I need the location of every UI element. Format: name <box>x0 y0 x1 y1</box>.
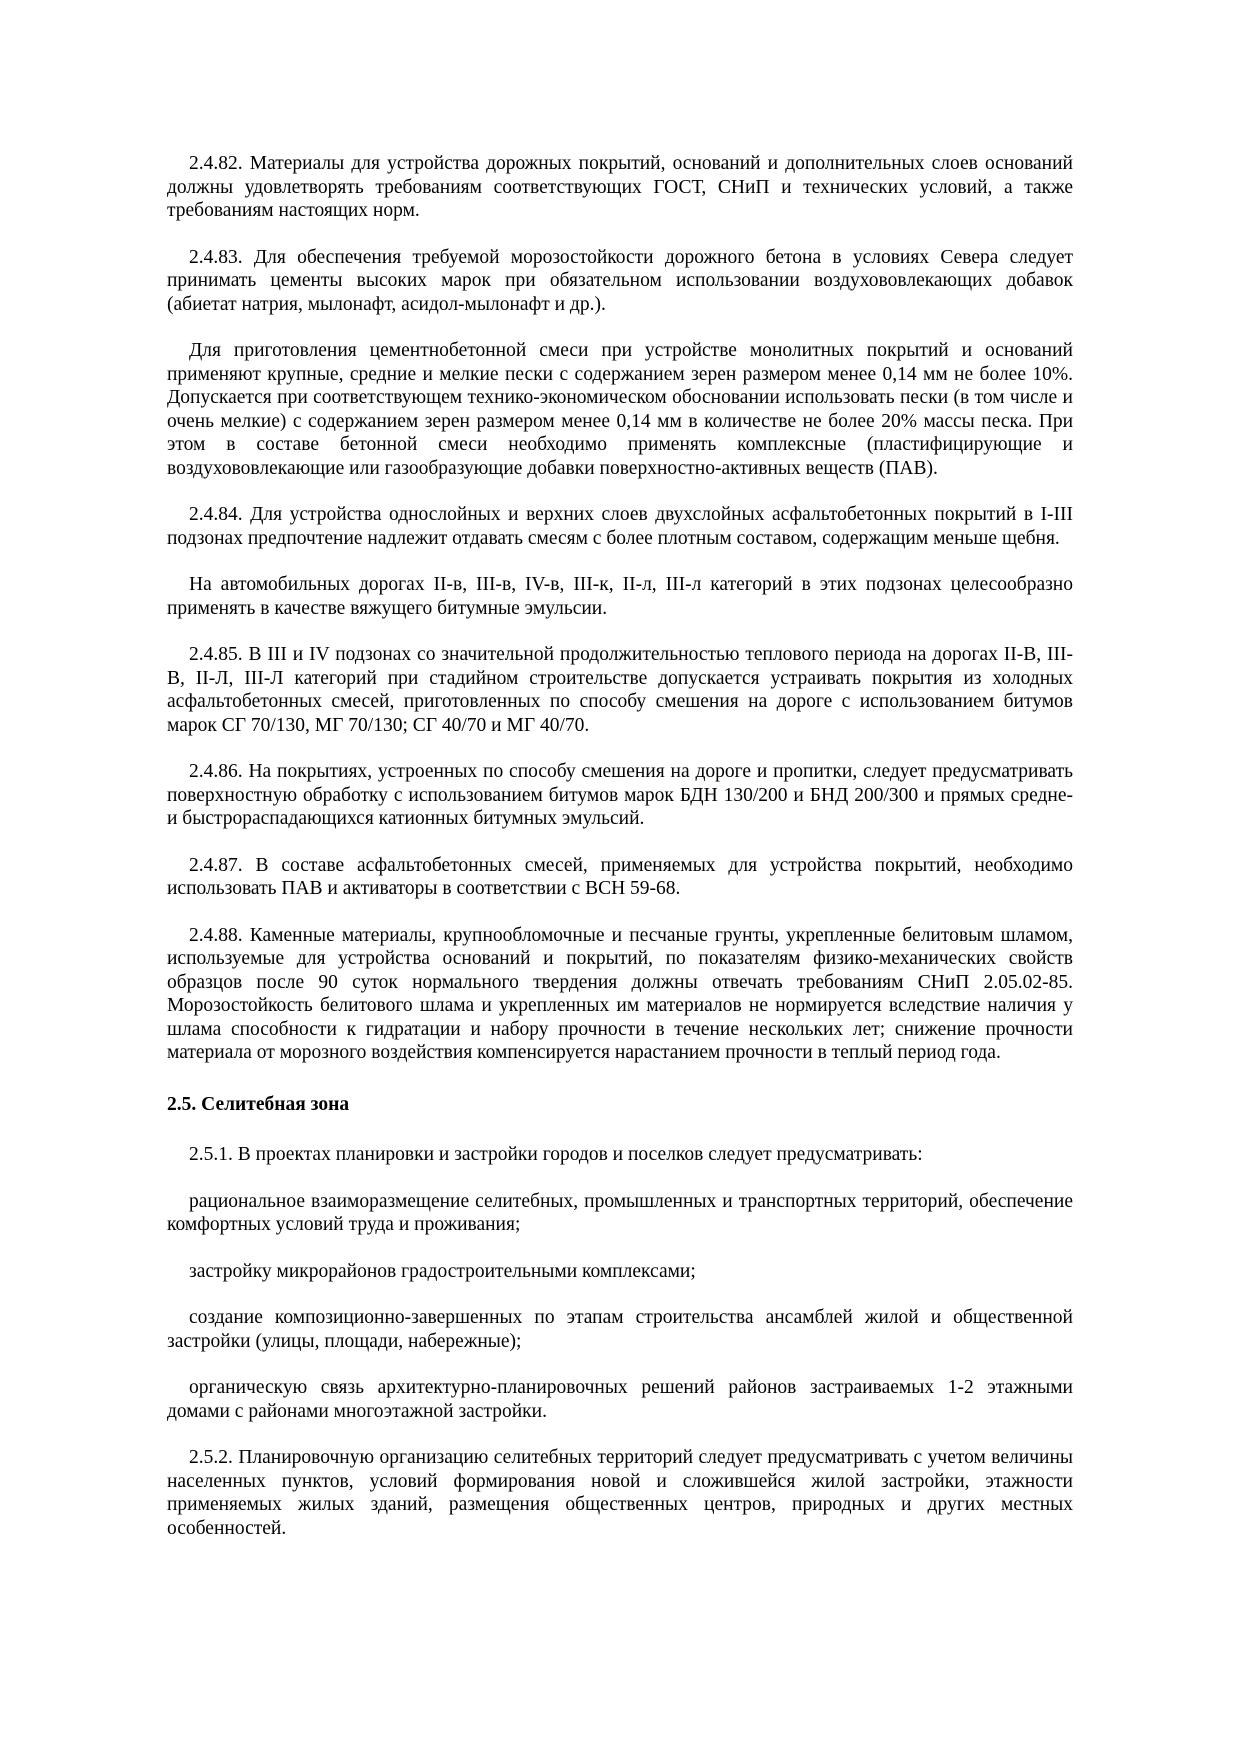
paragraph-2-4-84-continuation: На автомобильных дорогах II-в, III-в, IV-в, III-к, II-л, III-л категорий в этих подзонах целесообразно применять в качестве вяжущего битумные эмульсии. <box>167 574 1073 619</box>
paragraph-2-5-1-item-1: рациональное взаиморазмещение селитебных, промышленных и транспортных территорий, обеспечение комфортных условий труда и проживания; <box>167 1190 1073 1235</box>
paragraph-2-5-1-item-4: органическую связь архитектурно-планировочных решений районов застраиваемых 1-2 этажными домами с районами многоэтажной застройки. <box>167 1377 1073 1422</box>
paragraph-2-4-85: 2.4.85. В III и IV подзонах со значительной продолжительностью теплового периода на дорогах II-В, III-В, II-Л, III-Л категорий при стадийном строительстве допускается устраивать покрытия из холодных асфальтобетонных смесей, приготовленных по способу смешения на дороге с использованием битумов марок СГ 70/130, МГ 70/130; СГ 40/70 и МГ 40/70. <box>167 644 1073 736</box>
paragraph-2-5-1-item-3: создание композиционно-завершенных по этапам строительства ансамблей жилой и общественной застройки (улицы, площади, набережные); <box>167 1307 1073 1352</box>
paragraph-2-4-84: 2.4.84. Для устройства однослойных и верхних слоев двухслойных асфальтобетонных покрытий в I-III подзонах предпочтение надлежит отдавать смесям с более плотным составом, содержащим меньше щебня. <box>167 504 1073 549</box>
paragraph-2-4-87: 2.4.87. В составе асфальтобетонных смесей, применяемых для устройства покрытий, необходимо использовать ПАВ и активаторы в соответствии с ВСН 59-68. <box>167 854 1073 899</box>
paragraph-2-5-2: 2.5.2. Планировочную организацию селитебных территорий следует предусматривать с учетом величины населенных пунктов, условий формирования новой и сложившейся жилой застройки, этажности применяемых жилых зданий, размещения общественных центров, природных и других местных особенностей. <box>167 1447 1073 1539</box>
paragraph-2-5-1: 2.5.1. В проектах планировки и застройки городов и поселков следует предусматривать: <box>189 1144 923 1165</box>
paragraph-2-4-88: 2.4.88. Каменные материалы, крупнообломочные и песчаные грунты, укрепленные белитовым шламом, используемые для устройства оснований и покрытий, по показателям физико-механических свойств образцов после 90 суток нормального твердения должны отвечать требованиям СНиП 2.05.02-85. Морозостойкость белитового шлама и укрепленных им материалов не нормируется вследствие наличия у шлама способности к гидратации и набору прочности в течение нескольких лет; снижение прочности материала от морозного воздействия компенсируется нарастанием прочности в теплый период года. <box>167 924 1073 1063</box>
paragraph-2-4-86: 2.4.86. На покрытиях, устроенных по способу смешения на дороге и пропитки, следует предусматривать поверхностную обработку с использованием битумов марок БДН 130/200 и БНД 200/300 и прямых средне- и быстрораспадающихся катионных битумных эмульсий. <box>167 761 1073 829</box>
paragraph-2-4-83-continuation: Для приготовления цементнобетонной смеси при устройстве монолитных покрытий и оснований применяют крупные, средние и мелкие пески с содержанием зерен размером менее 0,14 мм не более 10%. Допускается при соответствующем технико-экономическом обосновании использовать пески (в том числе и очень мелкие) с содержанием зерен размером менее 0,14 мм в количестве не более 20% массы песка. При этом в составе бетонной смеси необходимо применять комплексные (пластифицирующие и воздухововлекающие или газообразующие добавки поверхностно-активных веществ (ПАВ). <box>167 340 1073 479</box>
paragraph-2-4-83: 2.4.83. Для обеспечения требуемой морозостойкости дорожного бетона в условиях Севера следует принимать цементы высоких марок при обязательном использовании воздухововлекающих добавок (абиетат натрия, мылонафт, асидол-мылонафт и др.). <box>167 246 1073 315</box>
paragraph-2-5-1-item-2: застройку микрорайонов градостроительными комплексами; <box>189 1260 696 1282</box>
paragraph-2-4-82: 2.4.82. Материалы для устройства дорожных покрытий, оснований и дополнительных слоев оснований должны удовлетворять требованиям соответствующих ГОСТ, СНиП и технических условий, а также требованиям настоящих норм. <box>167 153 1073 221</box>
section-heading-2-5: 2.5. Селитебная зона <box>167 1093 350 1115</box>
